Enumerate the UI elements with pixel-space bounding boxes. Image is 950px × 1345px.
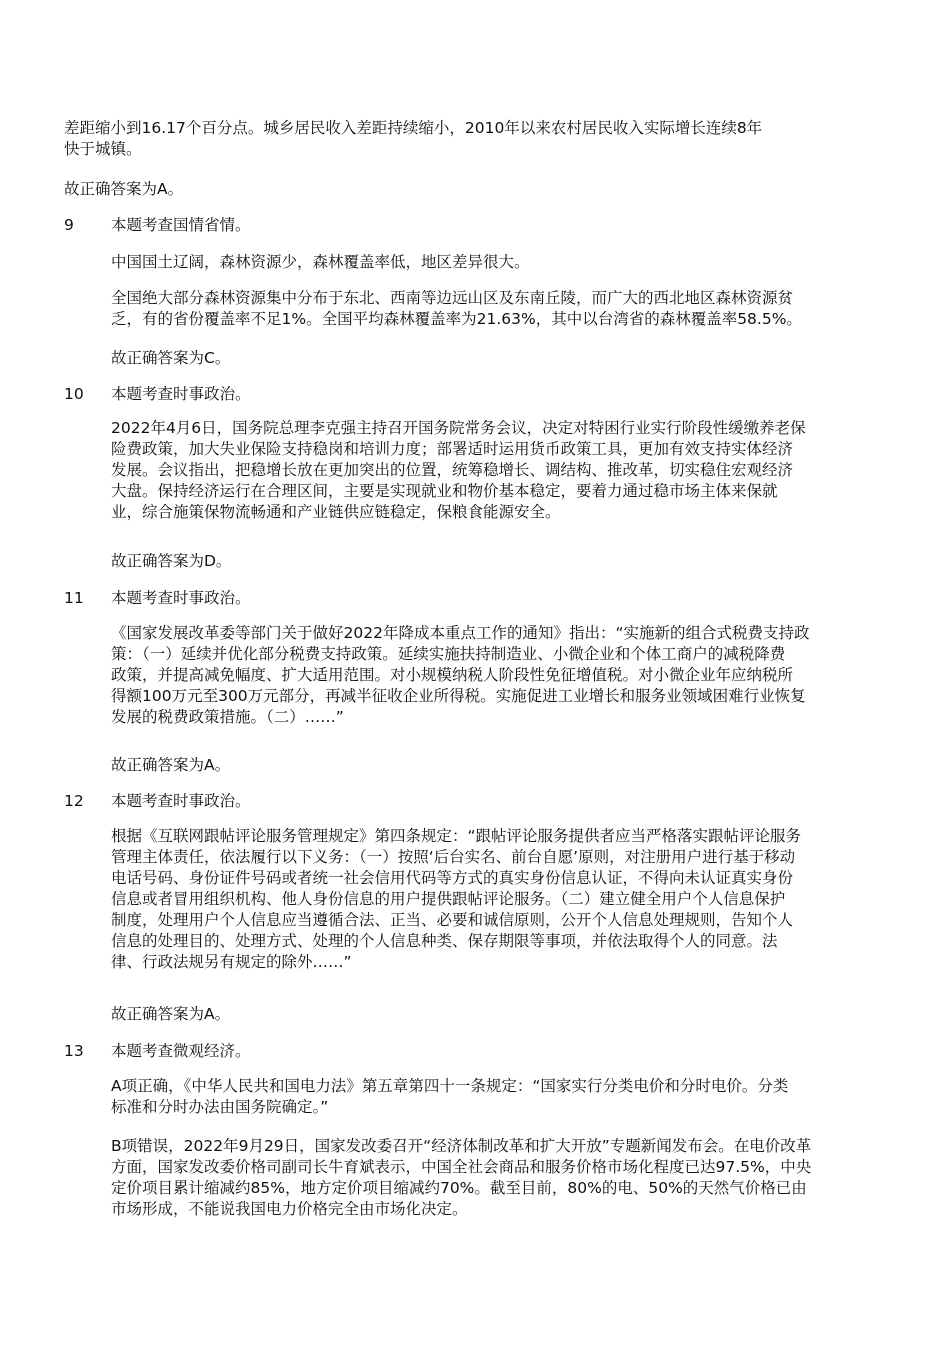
text-line: 信息或者冒用组织机构、他人身份信息的用户提供跟帖评论服务。（二）建立健全用户个人信息保护: [111, 890, 786, 908]
text-line: 策：（一）延续并优化部分税费支持政策。延续实施扶持制造业、小微企业和个体工商户的减税降费: [111, 645, 786, 663]
text-line: 标准和分时办法由国务院确定。”: [111, 1098, 329, 1116]
question-title-10: 本题考查时事政治。: [111, 385, 251, 403]
text-line: 管理主体责任，依法履行以下义务：（一）按照‘后台实名、前台自愿’原则，对注册用户进行基于移动: [111, 848, 796, 866]
text-line: 《国家发展改革委等部门关于做好2022年降成本重点工作的通知》指出：“实施新的组合式税费支持政: [111, 624, 810, 642]
q9-paragraph-1: [111, 252, 863, 273]
text-line: B项错误，2022年9月29日，国家发改委召开“经济体制改革和扩大开放”专题新闻发布会。在电价改革: [111, 1137, 812, 1155]
q13-paragraph-1: [111, 1076, 863, 1118]
q11-answer: 故正确答案为A。: [111, 756, 231, 774]
text-line: 发展。会议指出，把稳增长放在更加突出的位置，统筹稳增长、调结构、推改革，切实稳住宏观经济: [111, 461, 794, 479]
q10-answer: 故正确答案为D。: [111, 552, 232, 570]
q9-paragraph-2: [111, 288, 863, 330]
question-title-13: 本题考查微观经济。: [111, 1042, 251, 1060]
question-number-12: 12: [64, 792, 84, 810]
q11-paragraph-1: [111, 623, 863, 728]
q13-paragraph-2: [111, 1136, 863, 1220]
question-number-9: 9: [64, 216, 74, 234]
question-number-13: 13: [64, 1042, 84, 1060]
question-title-12: 本题考查时事政治。: [111, 792, 251, 810]
text-line: A项正确，《中华人民共和国电力法》第五章第四十一条规定：“国家实行分类电价和分时电价。分类: [111, 1077, 789, 1095]
text-line: 发展的税费政策措施。（二）……”: [111, 708, 344, 726]
text-line: 方面，国家发改委价格司副司长牛育斌表示，中国全社会商品和服务价格市场化程度已达97.5%，中央: [111, 1158, 812, 1176]
preface-answer: 故正确答案为A。: [64, 180, 184, 198]
text-line: 乏，有的省份覆盖率不足1%。全国平均森林覆盖率为21.63%，其中以台湾省的森林覆盖率58.5%。: [111, 310, 802, 328]
text-line: 大盘。保持经济运行在合理区间，主要是实现就业和物价基本稳定，要着力通过稳市场主体来保就: [111, 482, 778, 500]
q12-paragraph-1: [111, 826, 863, 973]
q10-paragraph-1: [111, 418, 863, 523]
text-line: 根据《互联网跟帖评论服务管理规定》第四条规定：“跟帖评论服务提供者应当严格落实跟帖评论服务: [111, 827, 802, 845]
text-line: 中国国土辽阔，森林资源少，森林覆盖率低，地区差异很大。: [111, 253, 530, 271]
text-line: 电话号码、身份证件号码或者统一社会信用代码等方式的真实身份信息认证，不得向未认证真实身份: [111, 869, 794, 887]
question-number-10: 10: [64, 385, 84, 403]
q9-answer: 故正确答案为C。: [111, 349, 231, 367]
text-line: 信息的处理目的、处理方式、处理的个人信息种类、保存期限等事项，并依法取得个人的同意。法: [111, 932, 778, 950]
text-line: 定价项目累计缩减约85%，地方定价项目缩减约70%。截至目前，80%的电、50%的天然气价格已由: [111, 1179, 807, 1197]
text-line: 律、行政法规另有规定的除外……”: [111, 953, 352, 971]
text-line: 制度，处理用户个人信息应当遵循合法、正当、必要和诚信原则，公开个人信息处理规则，告知个人: [111, 911, 794, 929]
text-line: 险费政策，加大失业保险支持稳岗和培训力度；部署适时运用货币政策工具，更加有效支持实体经济: [111, 440, 794, 458]
text-line: 全国绝大部分森林资源集中分布于东北、西南等边远山区及东南丘陵，而广大的西北地区森林资源贫: [111, 289, 794, 307]
text-line: 政策，并提高减免幅度、扩大适用范围。对小规模纳税人阶段性免征增值税。对小微企业年应纳税所: [111, 666, 794, 684]
q12-answer: 故正确答案为A。: [111, 1005, 231, 1023]
preface-paragraph: [64, 118, 864, 160]
question-number-11: 11: [64, 589, 84, 607]
text-line: 快于城镇。: [64, 140, 142, 158]
text-line: 业，综合施策保物流畅通和产业链供应链稳定，保粮食能源安全。: [111, 503, 561, 521]
text-line: 差距缩小到16.17个百分点。城乡居民收入差距持续缩小，2010年以来农村居民收入实际增长连续8年: [64, 119, 763, 137]
text-line: 市场形成，不能说我国电力价格完全由市场化决定。: [111, 1200, 468, 1218]
text-line: 得额100万元至300万元部分，再减半征收企业所得税。实施促进工业增长和服务业领域困难行业恢复: [111, 687, 806, 705]
text-line: 2022年4月6日，国务院总理李克强主持召开国务院常务会议，决定对特困行业实行阶段性缓缴养老保: [111, 419, 806, 437]
question-title-9: 本题考查国情省情。: [111, 216, 251, 234]
question-title-11: 本题考查时事政治。: [111, 589, 251, 607]
